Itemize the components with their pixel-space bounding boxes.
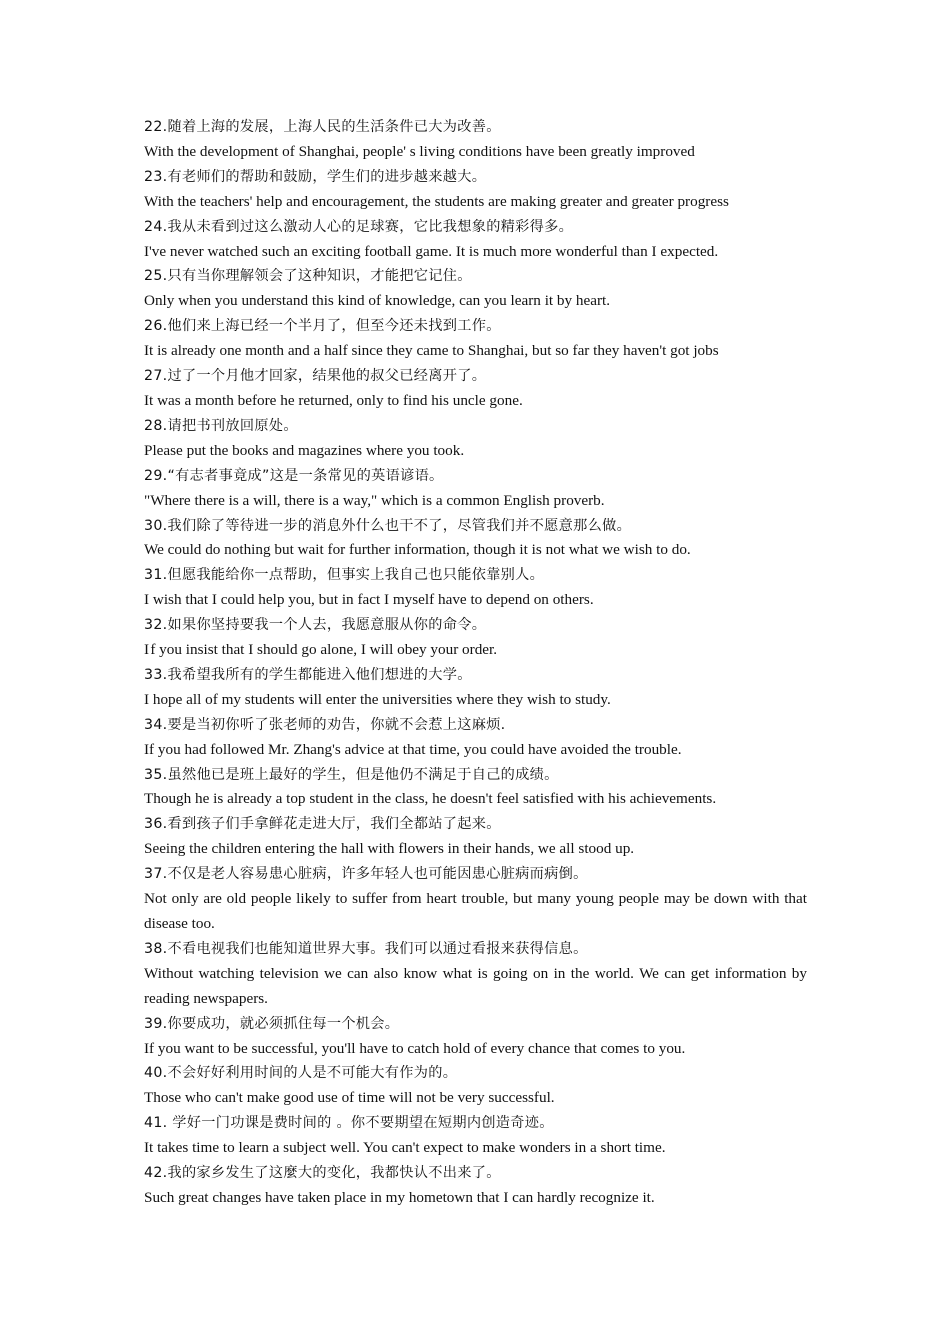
- chinese-sentence: 31.但愿我能给你一点帮助，但事实上我自己也只能依靠别人。: [144, 567, 545, 584]
- english-translation: Though he is already a top student in the class, he doesn't feel satisfied with his achievements.: [144, 790, 717, 808]
- sentence-pair-35: [144, 763, 807, 813]
- chinese-sentence: 25.只有当你理解领会了这种知识，才能把它记住。: [144, 268, 472, 285]
- sentence-pair-31: [144, 563, 807, 613]
- english-translation: Only when you understand this kind of knowledge, can you learn it by heart.: [144, 292, 611, 310]
- sentence-pair-28: [144, 414, 807, 464]
- english-translation: With the development of Shanghai, people' s living conditions have been greatly improved: [144, 142, 695, 160]
- english-translation: Seeing the children entering the hall with flowers in their hands, we all stood up.: [144, 840, 635, 858]
- sentence-pair-27: [144, 364, 807, 414]
- chinese-sentence: 32.如果你坚持要我一个人去，我愿意服从你的命令。: [144, 617, 487, 634]
- english-translation: Not only are old people likely to suffer from heart trouble, but many young people may be down with that disease too.: [144, 890, 807, 932]
- english-translation: "Where there is a will, there is a way," which is a common English proverb.: [144, 491, 605, 509]
- sentence-pair-36: [144, 812, 807, 862]
- chinese-sentence: 35.虽然他已是班上最好的学生，但是他仍不满足于自己的成绩。: [144, 766, 559, 783]
- sentence-pair-24: [144, 215, 807, 265]
- english-translation: If you want to be successful, you'll have to catch hold of every chance that comes to you.: [144, 1039, 686, 1057]
- english-translation: I've never watched such an exciting football game. It is much more wonderful than I expected.: [144, 242, 719, 260]
- english-translation: It is already one month and a half since they came to Shanghai, but so far they haven't got jobs: [144, 342, 719, 360]
- english-translation: We could do nothing but wait for further information, though it is not what we wish to do.: [144, 541, 691, 559]
- english-translation: It was a month before he returned, only to find his uncle gone.: [144, 391, 523, 409]
- chinese-sentence: 41. 学好一门功课是费时间的 。你不要期望在短期内创造奇迹。: [144, 1115, 554, 1132]
- sentence-pair-40: [144, 1061, 807, 1111]
- chinese-sentence: 40.不会好好利用时间的人是不可能大有作为的。: [144, 1065, 458, 1082]
- sentence-pair-34: [144, 713, 807, 763]
- english-translation: I hope all of my students will enter the universities where they wish to study.: [144, 690, 611, 708]
- chinese-sentence: 24.我从未看到过这么激动人心的足球赛，它比我想象的精彩得多。: [144, 218, 574, 235]
- sentence-pair-37: [144, 862, 807, 937]
- chinese-sentence: 29.“有志者事竟成”这是一条常见的英语谚语。: [144, 467, 444, 484]
- english-translation: Without watching television we can also know what is going on in the world. We can get information by reading newspapers.: [144, 964, 807, 1007]
- document-page: [144, 115, 807, 1211]
- chinese-sentence: 33.我希望我所有的学生都能进入他们想进的大学。: [144, 666, 472, 683]
- chinese-sentence: 22.随着上海的发展，上海人民的生活条件已大为改善。: [144, 119, 501, 135]
- sentence-pair-22: [144, 115, 807, 165]
- english-translation: With the teachers' help and encouragement, the students are making greater and greater progress: [144, 192, 729, 210]
- chinese-sentence: 26.他们来上海已经一个半月了，但至今还未找到工作。: [144, 318, 501, 335]
- english-translation: I wish that I could help you, but in fact I myself have to depend on others.: [144, 591, 594, 609]
- sentence-pair-42: [144, 1161, 807, 1211]
- english-translation: If you had followed Mr. Zhang's advice at that time, you could have avoided the trouble.: [144, 740, 682, 758]
- english-translation: Those who can't make good use of time will not be very successful.: [144, 1089, 555, 1107]
- chinese-sentence: 37.不仅是老人容易患心脏病，许多年轻人也可能因患心脏病而病倒。: [144, 866, 588, 883]
- chinese-sentence: 28.请把书刊放回原处。: [144, 417, 298, 434]
- sentence-pair-39: [144, 1012, 807, 1062]
- sentence-pair-41: [144, 1111, 807, 1161]
- chinese-sentence: 34.要是当初你听了张老师的劝告，你就不会惹上这麻烦.: [144, 716, 506, 733]
- sentence-pair-30: [144, 514, 807, 564]
- english-translation: I f you insist that I should go alone, I will obey your order.: [144, 641, 498, 659]
- chinese-sentence: 42.我的家乡发生了这麼大的变化，我都快认不出来了。: [144, 1165, 501, 1182]
- chinese-sentence: 36.看到孩子们手拿鲜花走进大厅，我们全都站了起来。: [144, 816, 501, 833]
- english-translation: Please put the books and magazines where you took.: [144, 441, 465, 459]
- sentence-pair-26: [144, 314, 807, 364]
- sentence-pair-29: [144, 464, 807, 514]
- sentence-pair-33: [144, 663, 807, 713]
- chinese-sentence: 30.我们除了等待进一步的消息外什么也干不了，尽管我们并不愿意那么做。: [144, 517, 632, 534]
- chinese-sentence: 38.不看电视我们也能知道世界大事。我们可以通过看报来获得信息。: [144, 940, 588, 957]
- chinese-sentence: 23.有老师们的帮助和鼓励，学生们的进步越来越大。: [144, 168, 487, 185]
- chinese-sentence: 39.你要成功，就必须抓住每一个机会。: [144, 1015, 400, 1032]
- english-translation: It takes time to learn a subject well. You can't expect to make wonders in a short time.: [144, 1139, 666, 1157]
- sentence-pair-23: [144, 165, 807, 215]
- sentence-pair-25: [144, 264, 807, 314]
- english-translation: Such great changes have taken place in my hometown that I can hardly recognize it.: [144, 1188, 655, 1206]
- sentence-pair-38: [144, 937, 807, 1012]
- chinese-sentence: 27.过了一个月他才回家，结果他的叔父已经离开了。: [144, 368, 487, 385]
- sentence-pair-32: [144, 613, 807, 663]
